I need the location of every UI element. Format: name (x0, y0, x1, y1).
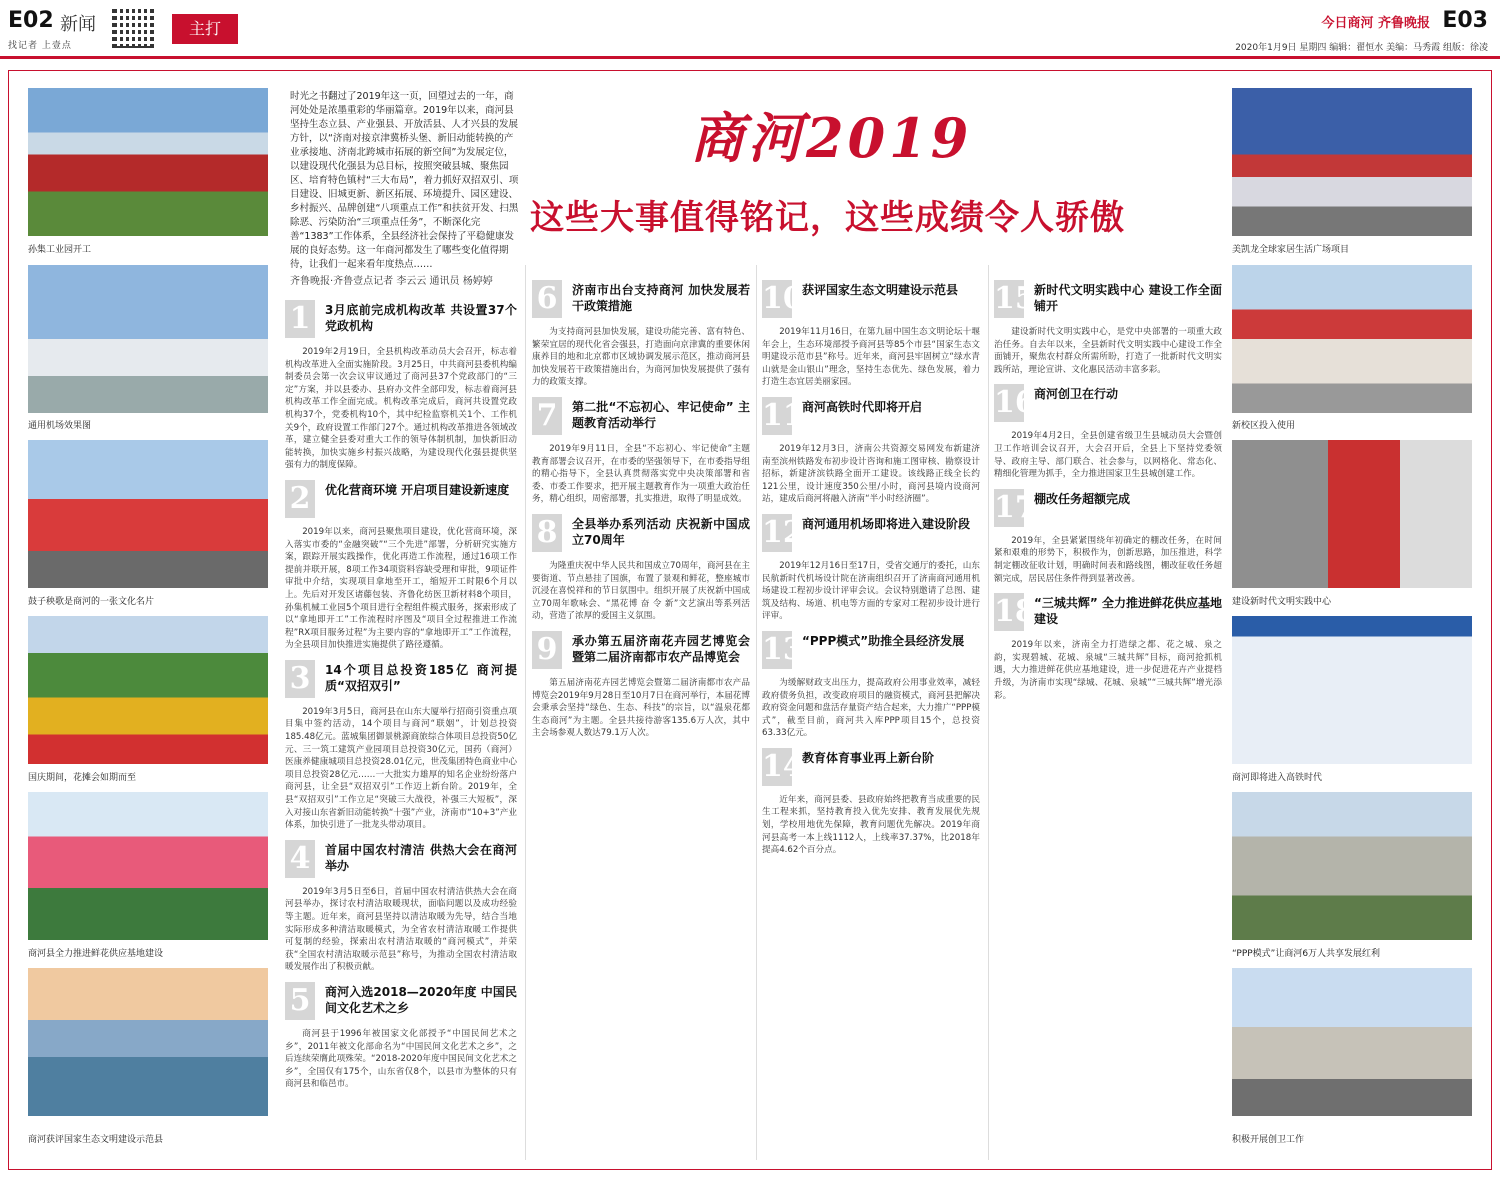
photo-ppp-project (1232, 792, 1472, 940)
news-item (762, 395, 980, 439)
item-body: 2019年以来，商河县聚焦项目建设，优化营商环境，深入落实市委的“金融突破”“三个先进”部署，分析研究实施方案，跟踪开展实践操作，优化再造工作流程，通过16项工作提前并联开展，8项工作34项资料容缺受理和审批，9项证件审批中介结，实现项目拿地至开工，缩短开工时限6个月以上。先后对开发区诸藤包装、齐鲁化纺医卫新材料8个项目，孙集机械工业园5个项目进行全程组件模式服务，探索形成了以“拿地即开工”工作流程时序图及“项目全过程推进工作流程”RX项目服务过程”为主要内容的“拿地即开工”工作流程，为全县项目加快推进实施提供了路径遵循。 (285, 526, 517, 651)
item-body: 2019年11月16日，在第九届中国生态文明论坛十堰年会上，生态环境部授予商河县等85个市县“国家生态文明建设示范市县”称号。近年来，商河县牢固树立“绿水青山就是金山银山”理念，坚持生态优先、绿色发展，着力打造生态宜居美丽家园。 (762, 327, 980, 388)
item-heading: 棚改任务超额完成 (1034, 491, 1131, 506)
photo-health-campaign (1232, 968, 1472, 1116)
column-divider (988, 265, 989, 1160)
item-body: 2019年，全县紧紧围绕年初确定的棚改任务，在时间紧和艰难的形势下，积极作为，创新思路，加压推进，科学制定棚改征收计划，明确时间表和路线图，棚改征收任务超额完成，居民居住条件得到显著改善。 (994, 535, 1222, 584)
item-heading: 获评国家生态文明建设示范县 (802, 283, 959, 297)
news-item (762, 512, 980, 556)
item-number: 13 (762, 631, 804, 667)
news-item (532, 629, 750, 673)
item-body: 2019年3月5日至6日，首届中国农村清洁供热大会在商河县举办，探讨农村清洁取暖现状，面临问题以及成功经验等主题。近年来，商河县坚持以清洁取暖为先导，结合当地实际形成多种清洁取暖模式，为全省农村清洁取暖工作提供可复制的经验，探索出农村清洁取暖的“商河模式”，并荣获“全国农村清洁取暖示范县”称号，为推动全国农村清洁取暖发展作出了积极贡献。 (285, 886, 517, 973)
headline-sub: 这些大事值得铭记，这些成绩令人骄傲 (530, 198, 1125, 238)
photo-caption: 美凯龙全球家居生活广场项目 (1232, 245, 1350, 255)
photo-caption: 积极开展创卫工作 (1232, 1135, 1305, 1145)
item-number: 6 (532, 280, 562, 318)
news-item (285, 980, 517, 1024)
photo-flower-base (28, 792, 268, 940)
news-item (285, 838, 517, 882)
item-number: 7 (532, 397, 562, 435)
news-item (532, 395, 750, 439)
item-number: 1 (285, 300, 315, 338)
photo-yangge-dance (28, 440, 268, 588)
item-heading: 商河通用机场即将进入建设阶段 (802, 516, 971, 531)
article-column-1 (285, 292, 517, 1162)
item-number: 4 (285, 840, 315, 878)
left-section-name: 新闻 (60, 14, 96, 35)
photo-caption: “PPP模式”让商河6万人共享发展红利 (1232, 949, 1381, 959)
photo-caption: 商河即将进入高铁时代 (1232, 773, 1323, 783)
item-body: 建设新时代文明实践中心，是党中央部署的一项重大政治任务。自去年以来，全县新时代文明实践中心建设工作全面铺开，聚焦农村群众所需所盼，打造了一批新时代文明实践所站，理论宣讲、文化惠民活动丰富多彩。 (994, 327, 1222, 375)
item-body: 第五届济南花卉园艺博览会暨第二届济南都市农产品博览会2019年9月28日至10月7日在商河举行，本届花博会秉承会坚持“绿色、生态、科技”的宗旨，以“温泉花都 生态商河”为主题。全县共接待游客135.6万人次，其中主会场参观人数达79.1万人次。 (532, 677, 750, 739)
news-item (532, 278, 750, 322)
item-heading: 首届中国农村清洁 供热大会在商河举办 (325, 842, 517, 873)
column-divider (525, 265, 526, 1160)
page-header (0, 0, 1500, 59)
right-page-number: E03 (1442, 8, 1488, 33)
newspaper-brand: 今日商河 齐鲁晚报 (1321, 16, 1430, 31)
item-body: 商河县于1996年被国家文化部授予“中国民间艺术之乡”，2011年被文化部命名为“中国民间文化艺术之乡”，之后连续荣膺此项殊荣。“2018-2020年度中国民间文化艺术之乡”，全国仅有175个，山东省仅8个，以县市为整体的只有商河县和临邑市。 (285, 1028, 517, 1090)
photo-ecological-county (28, 968, 268, 1116)
item-number: 16 (994, 385, 1036, 421)
item-heading: 新时代文明实践中心 建设工作全面铺开 (1034, 283, 1222, 313)
column-divider (756, 265, 757, 1160)
photo-caption: 建设新时代文明实践中心 (1232, 597, 1332, 607)
item-heading: 优化营商环境 开启项目建设新速度 (325, 482, 510, 497)
news-item (285, 478, 517, 522)
photo-macalline-mall (1232, 88, 1472, 236)
item-body: 2019年9月11日，全县“不忘初心、牢记使命”主题教育部署会议召开，在市委的坚强领导下，在市委指导组的精心指导下，全县认真贯彻落实党中央决策部署和省委、市委工作要求，把开展主题教育作为一项重大政治任务，精心组织，周密部署，扎实推进，取得了明显成效。 (532, 443, 750, 505)
item-number: 3 (285, 660, 315, 698)
item-heading: “三城共辉” 全力推进鲜花供应基地建设 (1034, 596, 1222, 627)
news-item (994, 487, 1222, 531)
intro-paragraph: 时光之书翻过了2019年这一页，回望过去的一年，商河处处是浓墨重彩的华丽篇章。2019年以来，商河县坚持生态立县、产业强县、开放活县、人才兴县的发展方针，以“济南对接京津冀桥头堡、新旧动能转换的产业承接地、济南北跨城市拓展的新空间”为发展定位，以建设现代化强县为总目标，按照突破县城、聚焦园区、培育特色镇村“三大布局”，着力抓好双招双引、项目建设、旧城更新、新区拓展、环境提升、园区建设、乡村振兴、品牌创建“八项重点工作”和扶贫开发、扫黑除恶、污染防治“三项重点任务”，不断深化完善“1383”工作体系，全县经济社会保持了平稳健康发展的良好态势。这一年商河都发生了哪些变化值得期待，让我们一起来看年度热点…… (290, 91, 519, 270)
item-heading: 第二批“不忘初心、牢记使命” 主题教育活动举行 (572, 399, 750, 430)
photo-civilization-center (1232, 440, 1472, 588)
section-tag: 主打 (172, 14, 238, 44)
byline: 齐鲁晚报·齐鲁壹点记者 李云云 通讯员 杨婷婷 (290, 276, 493, 287)
news-item (285, 658, 517, 702)
item-heading: 商河高铁时代即将开启 (802, 399, 923, 414)
item-body: 为隆重庆祝中华人民共和国成立70周年，商河县在主要街道、节点悬挂了国旗，布置了景观和鲜花，整座城市沉浸在喜悦祥和的节日氛围中。组织开展了庆祝新中国成立70周年歌咏会、“黑花博 奋 令 新”文艺演出等系列活动，营造了浓厚的爱国主义氛围。 (532, 560, 750, 622)
item-body: 2019年12月3日，济南公共资源交易网发布新建济南至滨州铁路发布初步设计咨询和施工图审核、勘察设计招标，新建济滨铁路全面开工建设。该线路正线全长约121公里，设计速度350公里/小时，商河县境内设商河站，建成后商河将融入济南“半小时经济圈”。 (762, 443, 980, 505)
item-number: 10 (762, 281, 804, 316)
item-heading: 3月底前完成机构改革 共设置37个党政机构 (325, 303, 517, 333)
item-body: 2019年以来，济南全力打造绿之都、花之城、泉之韵，实现碧城、花城、泉城“三城共辉”目标，商河抢抓机遇，大力推进鲜花供应基地建设，进一步促进花卉产业提档升级，为济南市实现“绿城、花城、泉城”“三城共辉”增光添彩。 (994, 640, 1222, 701)
news-item (532, 512, 750, 556)
article-column-2 (532, 272, 750, 1162)
photo-caption: 新校区投入使用 (1232, 421, 1296, 431)
item-number: 11 (762, 397, 804, 433)
item-number: 17 (994, 489, 1036, 525)
article-column-4 (994, 272, 1222, 1162)
item-number: 12 (762, 514, 804, 550)
article-column-3 (762, 272, 980, 1162)
item-heading: 全县举办系列活动 庆祝新中国成立70周年 (572, 516, 750, 547)
news-item (994, 278, 1222, 322)
left-page-number: E02 (8, 8, 54, 33)
item-body: 2019年12月16日至17日，受省交通厅的委托，山东民航新时代机场设计院在济南组织召开了济南商河通用机场建设工程初步设计评审会议。会议特别邀请了总图、建筑及结构、场道、机电等方面的专家对工程初步设计进行评审。 (762, 560, 980, 622)
item-heading: 济南市出台支持商河 加快发展若干政策措施 (572, 283, 750, 313)
left-small-tagline: 找记者 上壹点 (8, 41, 72, 51)
item-number: 5 (285, 982, 315, 1020)
item-number: 8 (532, 514, 562, 552)
item-number: 18 (994, 594, 1036, 630)
photo-airport-rendering (28, 265, 268, 413)
item-number: 9 (532, 631, 562, 669)
item-body: 近年来，商河县委、县政府始终把教育当成重要的民生工程来抓，坚持教育投入优先安排、教育发展优先规划，学校用地优先保障，教育问题优先解决。2019年商河县高考一本上线1112人，上线率37.37%，比2018年提高4.62个百分点。 (762, 794, 980, 856)
qr-code-pattern (112, 6, 154, 48)
item-heading: 14个项目总投资185亿 商河提质“双招双引” (325, 662, 517, 693)
item-heading: 承办第五届济南花卉园艺博览会 暨第二届济南都市农产品博览会 (572, 633, 750, 664)
news-item (762, 629, 980, 673)
headline-main: 商河2019 (690, 106, 973, 170)
photo-caption: 孙集工业园开工 (28, 245, 92, 255)
item-number: 2 (285, 480, 315, 518)
date-editor-line: 2020年1月9日 星期四 编辑：翟恒水 美编：马秀霞 组版：徐凌 (1235, 43, 1488, 53)
news-item (762, 746, 980, 790)
item-body: 2019年4月2日，全县创建省级卫生县城动员大会暨创卫工作培训会议召开，大会召开后，全县上下坚持党委领导、政府主导、部门联合、社会参与，以网格化、常态化、精细化管理为抓手，全力推进国家卫生县城创建工作。 (994, 431, 1222, 480)
news-item (994, 591, 1222, 635)
photo-new-school (1232, 265, 1472, 413)
item-body: 为缓解财政支出压力，提高政府公用事业效率，减轻政府债务负担，改变政府项目的融资模式，商河县把解决政府资金问题和盘活存量资产结合起来，大力推广“PPP模式”，截至目前，商河共入库PPP项目15个，总投资63.33亿元。 (762, 677, 980, 739)
news-item (285, 298, 517, 342)
photo-caption: 鼓子秧歌是商河的一张文化名片 (28, 597, 155, 607)
photo-caption: 国庆期间，花摊会如期而至 (28, 773, 137, 783)
item-body: 2019年2月19日，全县机构改革动员大会召开，标志着机构改革进入全面实施阶段。3月25日，中共商河县委机构编制委员会第一次会议审议通过了商河县37个党政部门的“三定”方案，并以县委办、县府办文件全部印发，标志着商河县机构改革工作全面完成。机构改革完成后，商河共设置党政机构37个，党委机构10个，其中纪检监察机关1个、工作机关9个，政府设置工作部门27个。通过机构改革推进各领域改革，建立健全县委对重大工作的领导体制机制，加快新旧动能转换，加快实施乡村振兴战略，为建设现代化强县提供坚强有力的制度保障。 (285, 347, 517, 471)
item-heading: “PPP模式”助推全县经济发展 (802, 633, 965, 648)
item-body: 2019年3月5日，商河县在山东大厦举行招商引资重点项目集中签约活动，14个项目与商河“联姻”，计划总投资185.48亿元。蓝城集团御景桃源商旅综合体项目总投资50亿元、三一筑工建筑产业园项目总投资30亿元，国药（商河）医康养健康城项目总投资28.01亿元，世茂集团特色商业中心项目总投资28亿元……一大批实力雄厚的知名企业纷纷落户商河县，让全县“双招双引”工作迈上新台阶。2019年，全县“双招双引”工作立足“突破三大战役，补强三大短板”，深入对接山东省新旧动能转换“十强”产业，济南市“10+3”产业体系，加快引进了一批龙头带动项目。 (285, 706, 517, 831)
news-item (762, 278, 980, 322)
photo-caption: 商河县全力推进鲜花供应基地建设 (28, 949, 164, 959)
news-item (994, 382, 1222, 426)
photo-industrial-park (28, 88, 268, 236)
photo-caption: 通用机场效果图 (28, 421, 92, 431)
photo-flower-display (28, 616, 268, 764)
item-heading: 商河创卫在行动 (1034, 387, 1119, 402)
item-body: 为支持商河县加快发展，建设功能完善、富有特色、繁荣宜居的现代化省会强县，打造面向京津冀的重要休闲康养目的地和北京都市区域协调发展示范区，推动商河县加快发展若干政策措施出台，为商河加快发展提供了强有力的政策支撑。 (532, 327, 750, 388)
item-number: 14 (762, 748, 804, 784)
item-number: 15 (994, 281, 1036, 316)
photo-caption: 商河获评国家生态文明建设示范县 (28, 1135, 164, 1145)
item-heading: 教育体育事业再上新台阶 (802, 750, 935, 765)
photo-railway-map (1232, 616, 1472, 764)
item-heading: 商河入选2018—2020年度 中国民间文化艺术之乡 (325, 984, 517, 1015)
